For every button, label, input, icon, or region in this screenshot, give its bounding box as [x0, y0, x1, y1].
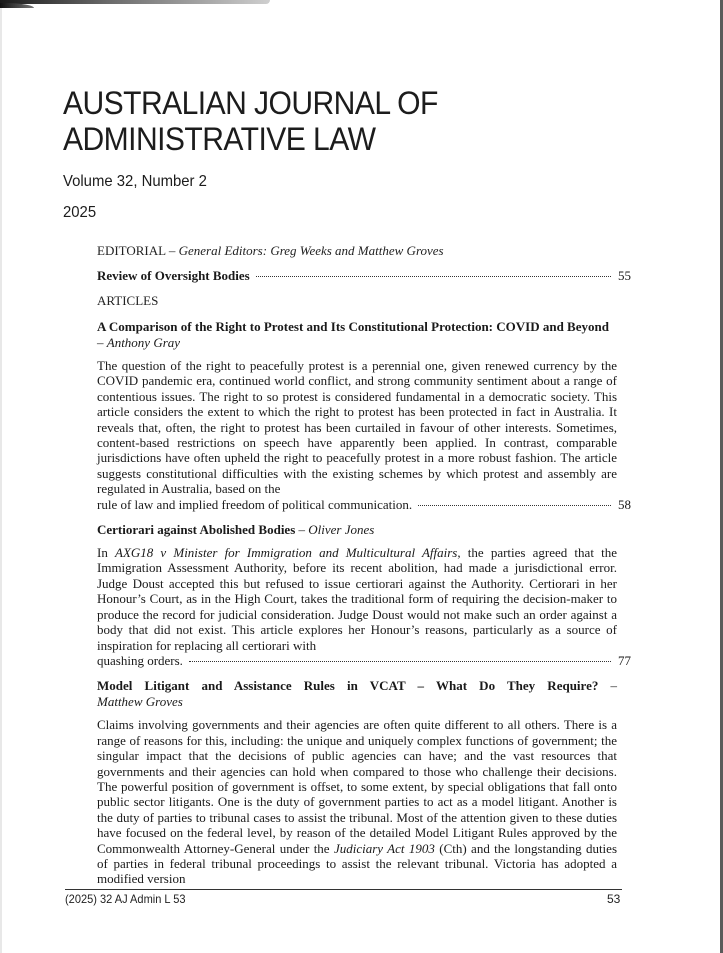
article-author: Oliver Jones [308, 522, 375, 538]
article-abstract [97, 545, 631, 668]
article-abstract [97, 717, 617, 886]
toc-entry-heading [97, 678, 617, 694]
toc-entry-article[interactable] [97, 319, 631, 512]
act-name: Judiciary Act 1903 [333, 840, 435, 856]
general-editors: General Editors: Greg Weeks and Matthew Groves [178, 243, 444, 258]
toc-entry-title[interactable]: Certiorari against Abolished Bodies [97, 522, 296, 538]
toc-entry-heading [97, 522, 617, 538]
abstract-last-line [97, 652, 631, 668]
dash: – [598, 678, 618, 694]
article-author: Matthew Groves [97, 694, 183, 710]
footer-page-number: 53 [607, 892, 621, 906]
editorial-heading [97, 243, 617, 259]
toc-entry-editorial[interactable] [97, 268, 631, 284]
articles-heading: ARTICLES [97, 293, 159, 308]
abstract-text: Claims involving governments and their agencies are often quite different to all others. There is a range of reasons for this, including: the unique and uniquely complex functions of government; the singular impact that the decisions of public agencies can have; and the vast resources that governments and their agencies can hold when compared to those who challenge their decisions. The powerful position of government is offset, to some extent, by special obligations that fall onto public sector litigants. One is the duty of government parties to act as a model litigant. Another is the duty of parties to tribunal cases to assist the tribunal. Most of the attention given to these duties have focused on the federal level, by reason of the detailed Model Litigant Rules approved by the Commonwealth Attorney-General under the [97, 717, 617, 856]
footer-rule [65, 889, 622, 890]
article-abstract [97, 358, 631, 512]
toc-entry-article[interactable] [97, 522, 631, 668]
toc-entry-heading [97, 319, 617, 351]
abstract-text-end: rule of law and implied freedom of political communication. [97, 496, 413, 512]
table-of-contents [97, 243, 631, 887]
toc-entry-title[interactable]: Review of Oversight Bodies [97, 268, 250, 283]
article-author: Anthony Gray [106, 335, 181, 350]
abstract-text: The question of the right to peacefully protest is a perennial one, given renewed currency by the COVID pandemic era, continued world conflict, and strong community sentiment about a range of contentious issues. The right to so protest is considered fundamental in a democratic society. This article considers the extent to which the right to protest has been protected in fact in Australia. It reveals that, often, the right to protest has been curtailed in favour of other interests. Sometimes, content-based restrictions on speech have apparently been applied. In contrast, comparable jurisdictions have often upheld the right to peacefully protest in a more robust fashion. The article suggests constitutional difficulties with the existing schemes by which protest and assembly are regulated in Australia, based on the [97, 358, 617, 497]
footer-citation: (2025) 32 AJ Admin L 53 [65, 892, 186, 906]
page-edge-shadow [0, 0, 270, 4]
toc-entry-article[interactable] [97, 678, 617, 886]
toc-page-number: 58 [618, 496, 631, 512]
leader-dots [256, 276, 611, 277]
toc-entry-title[interactable]: Model Litigant and Assistance Rules in VCAT – What Do They Require? [97, 678, 599, 694]
editorial-label: EDITORIAL [97, 243, 166, 258]
dash: – [97, 335, 107, 350]
publication-year: 2025 [63, 204, 97, 221]
toc-entry-title[interactable]: A Comparison of the Right to Protest and Its Constitutional Protection: COVID and Beyond [97, 319, 609, 334]
abstract-text: In [97, 545, 115, 561]
journal-title [63, 85, 438, 157]
dash: – [165, 243, 179, 258]
case-name: AXG18 v Minister for Immigration and Multicultural Affairs [115, 545, 458, 561]
abstract-text: , the parties agreed that the Immigration Assessment Authority, before its recent abolition, had made a jurisdictional error. Judge Doust accepted this but refused to issue certiorari against the Authority. Certiorari in her Honour’s Court, as in the High Court, takes the traditional form of requiring the decision-maker to produce the record for judicial consideration. Judge Doust would not make such an order against a body that did not exist. This article explores her Honour’s reasons, particularly as a source of inspiration for replacing all certiorari with [97, 545, 617, 653]
page-left-edge [0, 8, 2, 953]
leader-dots [418, 505, 611, 506]
journal-title-line-1: AUSTRALIAN JOURNAL OF [63, 85, 438, 121]
dash: – [295, 522, 309, 538]
toc-page-number: 55 [618, 268, 631, 283]
abstract-text-end: quashing orders. [97, 652, 183, 668]
journal-title-line-2: ADMINISTRATIVE LAW [63, 121, 376, 157]
toc-page-number: 77 [618, 652, 631, 668]
abstract-last-line [97, 496, 631, 512]
abstract-text: (Cth) and the longstanding duties of parties in federal tribunal proceedings to assist the relevant tribunal. Victoria has adopted a modified version [97, 840, 618, 887]
volume-number: Volume 32, Number 2 [63, 173, 207, 190]
leader-dots [189, 661, 611, 662]
